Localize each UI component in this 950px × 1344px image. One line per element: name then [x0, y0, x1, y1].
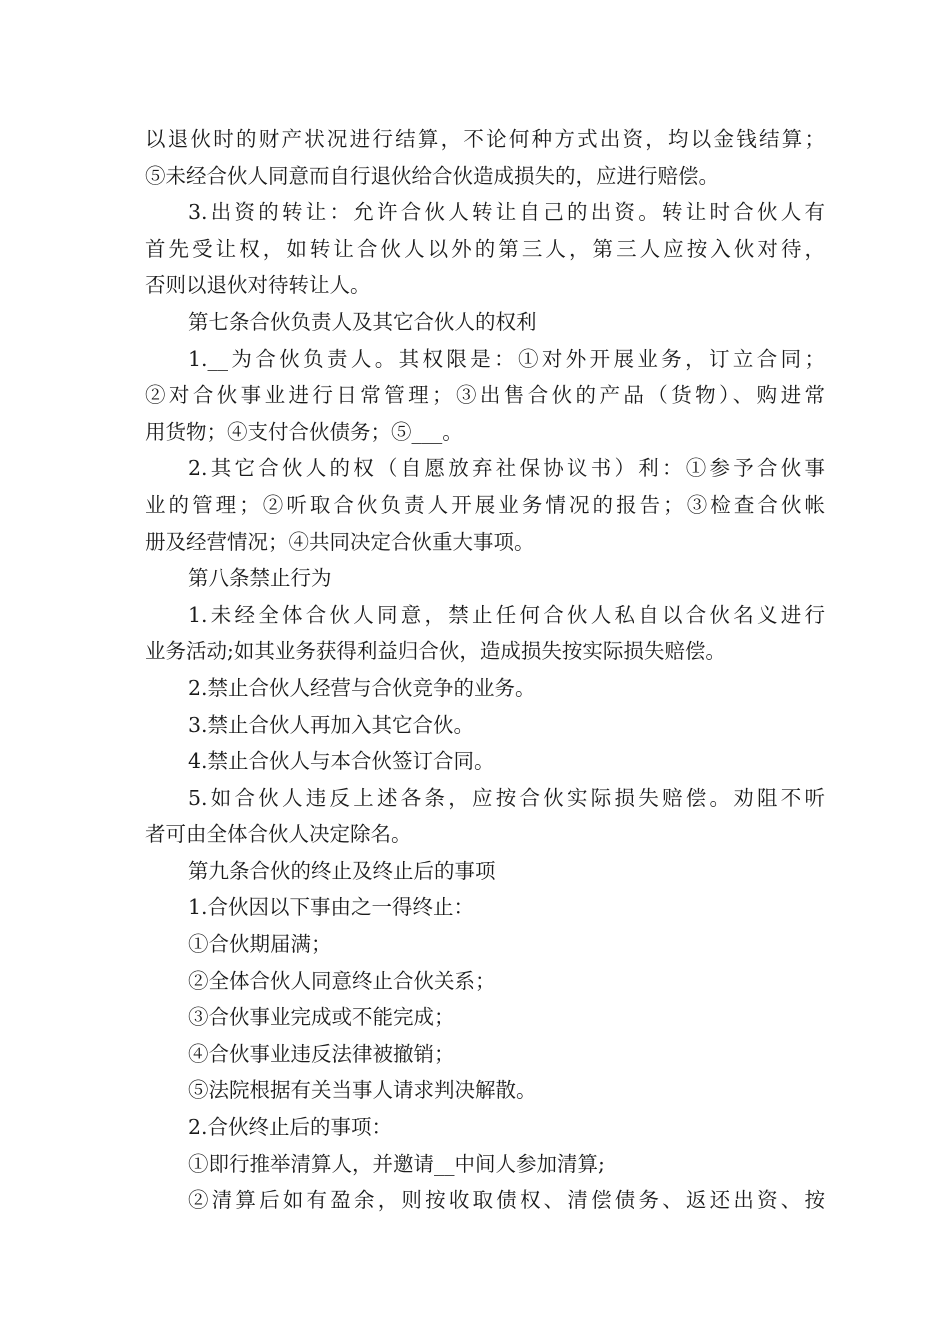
document-line: ⑤法院根据有关当事人请求判决解散。 [188, 1078, 537, 1103]
document-line: ②全体合伙人同意终止合伙关系； [188, 968, 496, 993]
document-line: 第七条合伙负责人及其它合伙人的权利 [188, 309, 537, 334]
document-line: 以退伙时的财产状况进行结算，不论何种方式出资，均以金钱结算； [145, 127, 825, 151]
document-line: ⑤未经合伙人同意而自行退伙给合伙造成损失的，应进行赔偿。 [145, 163, 719, 188]
document-line: ③合伙事业完成或不能完成； [188, 1005, 455, 1030]
document-line: 第九条合伙的终止及终止后的事项 [188, 858, 496, 883]
document-line: 首先受让权，如转让合伙人以外的第三人，第三人应按入伙对待， [145, 236, 825, 261]
document-line: 否则以退伙对待转让人。 [145, 273, 371, 298]
document-line: 业务活动;如其业务获得利益归合伙，造成损失按实际损失赔偿。 [145, 639, 726, 664]
document-line: 4.禁止合伙人与本合伙签订合同。 [188, 749, 495, 774]
document-body [145, 121, 825, 1219]
document-line: 业的管理；②听取合伙负责人开展业务情况的报告；③检查合伙帐 [145, 492, 825, 517]
document-line: 3.出资的转让：允许合伙人转让自己的出资。转让时合伙人有 [188, 200, 825, 225]
document-line: ②清算后如有盈余，则按收取债权、清偿债务、返还出资、按 [188, 1188, 825, 1213]
document-line: 1.未经全体合伙人同意，禁止任何合伙人私自以合伙名义进行 [188, 602, 825, 627]
document-line: 2.合伙终止后的事项： [188, 1115, 393, 1140]
document-line: 1.__为合伙负责人。其权限是：①对外开展业务，订立合同； [188, 346, 825, 371]
document-line: ①即行推举清算人，并邀请__中间人参加清算; [188, 1151, 605, 1176]
document-line: ④合伙事业违反法律被撤销； [188, 1041, 455, 1066]
document-line: 3.禁止合伙人再加入其它合伙。 [188, 712, 475, 737]
document-line: 者可由全体合伙人决定除名。 [145, 822, 412, 847]
document-line: 2.其它合伙人的权（自愿放弃社保协议书）利：①参予合伙事 [188, 456, 825, 481]
document-line: 第八条禁止行为 [188, 566, 332, 591]
document-line: ②对合伙事业进行日常管理；③出售合伙的产品（货物）、购进常 [145, 383, 825, 408]
document-line: 用货物；④支付合伙债务；⑤___。 [145, 419, 463, 444]
document-line: 1.合伙因以下事由之一得终止： [188, 895, 475, 920]
document-line: 5.如合伙人违反上述各条，应按合伙实际损失赔偿。劝阻不听 [188, 785, 825, 810]
document-line: ①合伙期届满； [188, 932, 332, 957]
document-line: 2.禁止合伙人经营与合伙竞争的业务。 [188, 675, 536, 700]
document-line: 册及经营情况；④共同决定合伙重大事项。 [145, 529, 535, 554]
